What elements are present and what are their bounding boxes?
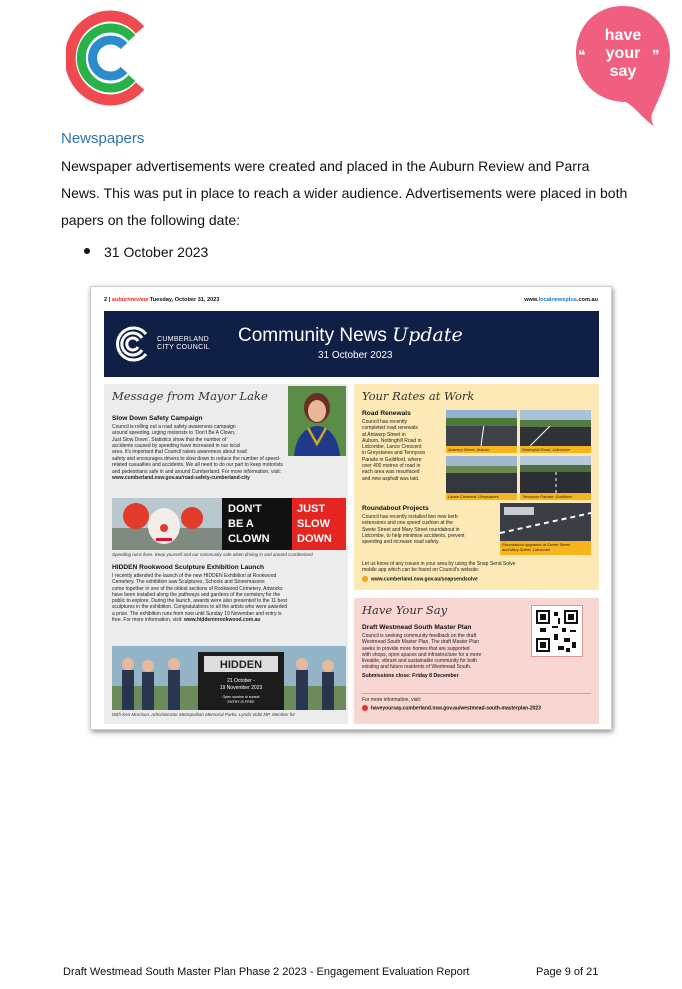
roundabout-caption-line: Roundabout upgrades at Swete Street <box>502 542 571 547</box>
rates-body-line: Swete Street and Mary Street roundabout in <box>362 526 460 533</box>
website-c: .com.au <box>576 297 598 303</box>
ad-right-line: DOWN <box>297 533 332 545</box>
mayor-body-line: and pedestrians safe in and around Cumberland. For more information, visit: <box>112 468 281 475</box>
ad-just-slow-down <box>292 498 346 550</box>
ad-dont-be-a-clown <box>222 498 292 550</box>
snapsendsolve-link-row[interactable] <box>362 576 478 582</box>
rates-body-line: in Greystanes and Tennyson <box>362 450 426 457</box>
mayor-heading-1: Slow Down Safety Campaign <box>112 415 203 422</box>
hys-link-row[interactable] <box>362 705 541 711</box>
road-photo-caption: Nottinghill Road, Lidcombe <box>520 446 591 453</box>
roundabout-caption <box>502 542 570 552</box>
link-bullet-icon <box>362 705 368 711</box>
ad-left-line: CLOWN <box>228 533 270 545</box>
ad-left-line: BE A <box>228 518 254 530</box>
hidden-banner-small1: Open sunrise to sunset <box>222 695 260 699</box>
mayor-photo <box>288 386 346 456</box>
mayor-body-line: related casualties and accidents. We all need to do our part to keep motorists <box>112 462 283 469</box>
rates-heading-1: Road Renewals <box>362 410 411 417</box>
cumberland-c-logo-icon <box>66 8 158 106</box>
hys-body <box>362 633 530 671</box>
hidden-exhibition-link[interactable]: www.hiddeninrookwood.com.au <box>183 617 261 624</box>
footer-report-title: Draft Westmead South Master Plan Phase 2 2023 - Engagement Evaluation Report <box>63 966 470 978</box>
hidden-banner-date2: 19 November 2023 <box>219 685 263 691</box>
ad-left-line: DON'T <box>228 503 262 515</box>
mayor-body-1a <box>112 424 288 455</box>
road-photo-caption: Lance Crescent, Greystanes <box>446 493 517 500</box>
page-number: 2 | <box>104 297 111 303</box>
road-photo <box>520 410 591 453</box>
clown-image <box>112 498 222 550</box>
council-name-line1: CUMBERLAND <box>157 336 210 343</box>
road-safety-link[interactable]: www.cumberland.nsw.gov.au/road-safety-cumberland-city <box>112 474 250 481</box>
mayor-body-line: sculptures in the exhibition. Congratulations to all the artists who were awarded <box>112 604 288 611</box>
bullet-text: 31 October 2023 <box>104 244 209 260</box>
mayor-heading-2: HIDDEN Rookwood Sculpture Exhibition Launch <box>112 564 265 571</box>
mayor-column <box>104 384 348 724</box>
hys-word-3: say <box>609 63 637 80</box>
hidden-photo-caption: With Ken Morrison, Administrator Metropolitan Memorial Parks, Lynda Voltz MP, Member for <box>112 712 296 717</box>
hys-body-line: Westmead South Master Plan. The draft Master Plan <box>362 639 480 646</box>
mayor-body-line: a prize. The exhibition runs from now until Sunday 19 November and entry is <box>112 610 282 617</box>
rates-body-line: Lidcombe, Lance Crescent <box>362 444 422 451</box>
paper-brand: auburnreview <box>111 297 149 303</box>
mayor-body-line: I recently attended the launch of the new HIDDEN Exhibition at Rookwood <box>112 573 277 579</box>
hidden-banner-small2: ENTRY IS FREE <box>227 700 255 704</box>
rates-body-line: Council has recently <box>362 419 408 425</box>
mayor-body-line: accidents caused by speeding have increased in our local <box>112 442 240 449</box>
community-news-banner <box>104 311 599 377</box>
dont-be-a-clown-ad <box>112 498 346 550</box>
rates-body-1 <box>362 419 447 482</box>
hys-body-line: existing and future residents of Westmead South. <box>362 664 472 671</box>
mayor-body-line: have been installed along the pathways and gardens of the cemetery for the <box>112 591 281 598</box>
rates-footer <box>362 561 594 574</box>
road-photo <box>446 456 517 500</box>
have-your-say-panel <box>354 598 599 724</box>
roundabout-caption-line: and Mary Street, Lidcombe <box>502 547 551 552</box>
mayor-body-2 <box>112 573 344 623</box>
road-photo <box>520 456 591 500</box>
svg-text:❝: ❝ <box>578 48 586 64</box>
hys-submissions: Submissions close: Friday 8 December <box>362 673 459 679</box>
link-bullet-icon <box>362 576 368 582</box>
hys-more-info: For more information, visit: <box>362 697 422 703</box>
banner-title-plain: Community News <box>238 325 393 346</box>
mayor-title: Message from Mayor Lake <box>112 389 268 403</box>
mayor-body-line: Just Slow Down'. Statistics show that the number of <box>112 436 227 443</box>
hys-body-line: liveable, vibrant and sustainable community for both <box>362 658 478 665</box>
banner-title <box>238 324 463 347</box>
rates-body-line: over 400 metres of road in <box>362 463 421 470</box>
website-b: localnewsplus <box>538 297 577 303</box>
hidden-banner-date1: 21 October - <box>227 678 255 684</box>
hys-heading: Draft Westmead South Master Plan <box>362 624 472 631</box>
mayor-body-line: Cemetery. The exhibition saw Sculptures, Schools and Stonemasons <box>112 579 265 586</box>
rates-body-line: and new asphalt was laid. <box>362 475 420 482</box>
footer-page-number: Page 9 of 21 <box>536 966 599 978</box>
hys-link[interactable]: haveyoursay.cumberland.nsw.gov.au/westmead-south-masterplan-2023 <box>371 705 541 712</box>
bullet-item <box>84 244 208 260</box>
rates-body-line: extensions and one speed cushion at the <box>362 520 453 527</box>
rates-body-line: speeding and increase road safety. <box>362 539 440 546</box>
mayor-body-line: Council is rolling out a road safety awareness campaign <box>112 424 236 430</box>
snapsendsolve-link[interactable]: www.cumberland.nsw.gov.au/snapsendsolve <box>371 576 478 583</box>
road-photo-caption: Antwerp Street, Auburn <box>446 446 517 453</box>
paper-date: Tuesday, October 31, 2023 <box>149 297 220 303</box>
mayor-body-line: area. It's important that Council raises awareness about road <box>112 449 247 456</box>
section-heading: Newspapers <box>61 130 145 147</box>
roundabout-photo <box>500 503 591 555</box>
road-photo <box>446 410 517 453</box>
rates-heading-2: Roundabout Projects <box>362 505 429 512</box>
hys-body-line: with shops, open spaces and infrastructure for a more <box>362 651 482 658</box>
hidden-banner-word: HIDDEN <box>219 659 263 671</box>
ad-caption: Speeding ruins lives. Keep yourself and our community safe when driving in and around Cumberland <box>112 552 313 557</box>
rates-at-work-panel <box>354 384 599 590</box>
hys-body-line: Council is seeking community feedback on the draft <box>362 633 477 639</box>
speech-bubble-icon <box>574 4 672 128</box>
mayor-body-line: around speeding, urging motorists to 'Don't Be A Clown, <box>112 430 236 437</box>
mayor-body-line: come together in one of the oldest sections of Rookwood Cemetery. Artworks <box>112 585 283 592</box>
rates-body-line: completed road renewals <box>362 425 418 432</box>
body-paragraph: Newspaper advertisements were created and placed in the Auburn Review and Parra News. This was put in place to reach a wider audience. Advertisements were placed in both papers on the following date: <box>61 158 628 228</box>
ad-right-line: JUST <box>297 503 326 515</box>
have-your-say-logo <box>574 4 672 128</box>
website-a: www. <box>524 297 539 303</box>
rates-body-line: at Antwerp Street in <box>362 431 406 438</box>
council-name <box>157 336 210 352</box>
hys-word-2: your <box>605 45 641 62</box>
mayor-body-line: public to explore. During the launch, awards were also presented to the 11 best <box>112 598 288 605</box>
hys-word-1: have <box>604 27 642 44</box>
rates-body-line: Parade in Guildford, where <box>362 456 422 463</box>
newspaper-clipping <box>90 286 612 730</box>
rates-footer-line: Let us know of any issues in your area by using the Snap Send Solve <box>362 561 516 567</box>
rates-title: Your Rates at Work <box>362 389 475 403</box>
hys-body-line: seeks to provide more homes that are supported <box>362 645 470 652</box>
banner-title-italic: Update <box>392 324 463 346</box>
hys-divider <box>362 693 591 694</box>
council-c-icon <box>116 326 152 362</box>
mayor-body-line: safety and encourages drivers to slow down to reduce the number of speed- <box>112 456 281 462</box>
banner-date: 31 October 2023 <box>318 350 393 361</box>
bullet-icon <box>84 248 90 254</box>
council-name-line2: CITY COUNCIL <box>157 344 210 351</box>
ad-right-line: SLOW <box>297 518 330 530</box>
svg-text:❞: ❞ <box>652 48 660 64</box>
mayor-body-1b <box>112 456 344 481</box>
road-photo-caption: Tennyson Parade, Guildford <box>520 493 591 500</box>
rates-body-line: Lidcombe, to help minimise accidents, prevent <box>362 532 465 539</box>
qr-code-icon <box>531 605 583 657</box>
rates-body-2 <box>362 514 502 545</box>
rates-body-line: Council has recently installed two new kerb <box>362 514 458 520</box>
hidden-launch-photo <box>112 646 346 710</box>
rates-body-line: each area was resurfaced <box>362 469 420 476</box>
hys-title: Have Your Say <box>362 603 448 617</box>
rates-body-line: Auburn, Nottinghill Road in <box>362 437 422 444</box>
clipping-page-header <box>104 297 598 307</box>
mayor-body-line: free. For more information, visit: <box>112 617 184 624</box>
rates-footer-line: mobile app which can be found on Council's website: <box>362 567 480 574</box>
